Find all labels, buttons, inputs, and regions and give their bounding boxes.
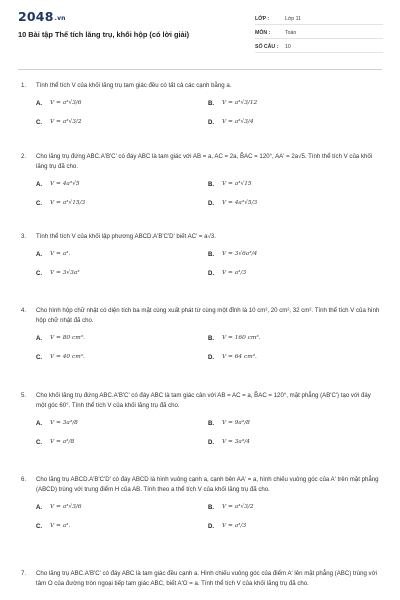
option-d[interactable]: D. V = a³√3/4 (208, 119, 254, 127)
option-b[interactable]: B. V = a³√15 (208, 180, 252, 188)
question-2: 2. Cho lăng trụ đứng ABC.A'B'C' có đáy ABC là tam giác với AB = a, AC = 2a, B̂AC = 120°, AA' = 2a√5. Tính thể tích V của khối lăng trụ đã cho. A. V = 4a³√5 B. V = a³√15 C. V = a³√15/3 D. V = 4a³√5/3 (18, 152, 382, 213)
option-d[interactable]: D. V = 64 cm³. (208, 353, 257, 361)
option-d[interactable]: D. V = a³/3 (208, 270, 247, 278)
option-b[interactable]: B. V = 3√6a³/4 (208, 251, 258, 259)
meta-row-count: SỐ CÂU : 10 (255, 42, 383, 53)
question-text: Cho hình hộp chữ nhật có diện tích ba mặt cùng xuất phát từ cùng một đỉnh là 10 cm², 20 cm², 32 cm². Tính thể tích V của hình hộp chữ nhật đã cho. (36, 307, 380, 324)
question-1: 1. Tính thể tích V của khối lăng trụ tam giác đều có tất cả các cạnh bằng a. A. V = a³√3/6 B. V = a³√3/12 C. V = a³√3/2 D. V = a³√3/4 (18, 81, 382, 133)
options (36, 95, 382, 133)
question-3: 3. Tính thể tích V của khối lập phương ABCD.A'B'C'D' biết AC' = a√3. A. V = a³. B. V = 3√6a³/4 C. V = 3√3a³ D. V = a³/3 (18, 232, 382, 284)
option-d[interactable]: D. V = 3a³/4 (208, 438, 250, 446)
option-a[interactable]: A. V = 3a³/8 (36, 419, 78, 427)
option-b[interactable]: B. V = 9a³/8 (208, 419, 250, 427)
question-text: Cho lăng trụ ABC.A'B'C' có đáy ABC là tam giác đều cạnh a. Hình chiếu vuông góc của điểm A' lên mặt phẳng (ABC) trùng với tâm O của đường tròn ngoại tiếp tam giác ABC, biết A'O = a. Tính thể tích V của khối lăng trụ đã cho. (36, 570, 377, 587)
option-b[interactable]: B. V = a³√3/12 (208, 100, 258, 108)
options (36, 498, 382, 536)
option-a[interactable]: A. V = a³√3/6 (36, 503, 82, 511)
page-title: 10 Bài tập Thể tích lăng trụ, khối hộp (có lời giải) (18, 30, 190, 39)
meta-info (255, 14, 383, 56)
question-5: 5. Cho khối lăng trụ đứng ABC.A'B'C' có đáy ABC là tam giác cân với AB = AC = a, B̂AC = 120°, mặt phẳng (AB'C') tạo với đáy một góc 60°. Tính thể tích V của khối lăng trụ đã cho. A. V = 3a³/8 B. V = 9a³/8 C. V = a³/8 D. V = 3a³/4 (18, 391, 382, 452)
option-c[interactable]: C. V = a³√15/3 (36, 199, 86, 207)
option-c[interactable]: C. V = a³/8 (36, 438, 75, 446)
option-a[interactable]: A. V = a³. (36, 251, 71, 259)
option-a[interactable]: A. V = 80 cm³. (36, 334, 85, 342)
options (36, 414, 382, 452)
option-d[interactable]: D. V = 4a³√5/3 (208, 199, 258, 207)
option-d[interactable]: D. V = a³/3 (208, 522, 247, 530)
question-text: Cho lăng trụ đứng ABC.A'B'C' có đáy ABC là tam giác với AB = a, AC = 2a, B̂AC = 120°, AA' = 2a√5. Tính thể tích V của khối lăng trụ đã cho. (36, 153, 373, 170)
meta-row-class: LỚP : Lớp 11 (255, 14, 383, 25)
question-text: Cho lăng trụ ABCD.A'B'C'D' có đáy ABCD là hình vuông cạnh a, cạnh bên AA' = a, hình chiếu vuông góc của A' trên mặt phẳng (ABCD) trùng với trung điểm H của AB. Tính theo a thể tích V của khối lăng trụ đã cho. (36, 476, 379, 493)
option-c[interactable]: C. V = 3√3a³ (36, 270, 80, 278)
options (36, 246, 382, 284)
options (36, 329, 382, 367)
question-text: Tính thể tích V của khối lập phương ABCD.A'B'C'D' biết AC' = a√3. (36, 233, 216, 240)
option-c[interactable]: C. V = a³. (36, 522, 71, 530)
site-logo[interactable]: 2048.vn (18, 9, 66, 24)
question-7: 7. Cho lăng trụ ABC.A'B'C' có đáy ABC là tam giác đều cạnh a. Hình chiếu vuông góc của điểm A' lên mặt phẳng (ABC) trùng với tâm O của đường tròn ngoại tiếp tam giác ABC, biết A'O = a. Tính thể tích V của khối lăng trụ đã cho. (18, 569, 382, 588)
question-6: 6. Cho lăng trụ ABCD.A'B'C'D' có đáy ABCD là hình vuông cạnh a, cạnh bên AA' = a, hình chiếu vuông góc của A' trên mặt phẳng (ABCD) trùng với trung điểm H của AB. Tính theo a thể tích V của khối lăng trụ đã cho. A. V = a³√3/6 B. V = a³√3/2 C. V = a³. D. V = a³/3 (18, 475, 382, 536)
option-a[interactable]: A. V = a³√3/6 (36, 100, 82, 108)
option-c[interactable]: C. V = a³√3/2 (36, 119, 82, 127)
option-a[interactable]: A. V = 4a³√5 (36, 180, 80, 188)
option-b[interactable]: B. V = a³√3/2 (208, 503, 254, 511)
meta-row-subject: MÔN : Toán (255, 28, 383, 39)
option-b[interactable]: B. V = 160 cm³. (208, 334, 261, 342)
options (36, 175, 382, 213)
question-4: 4. Cho hình hộp chữ nhật có diện tích ba mặt cùng xuất phát từ cùng một đỉnh là 10 cm², 20 cm², 32 cm². Tính thể tích V của hình hộp chữ nhật đã cho. A. V = 80 cm³. B. V = 160 cm³. C. V = 40 cm³. D. V = 64 cm³. (18, 306, 382, 367)
document-header (0, 0, 400, 58)
question-text: Tính thể tích V của khối lăng trụ tam giác đều có tất cả các cạnh bằng a. (36, 82, 232, 89)
option-c[interactable]: C. V = 40 cm³. (36, 353, 85, 361)
header-divider (18, 69, 382, 70)
question-text: Cho khối lăng trụ đứng ABC.A'B'C' có đáy ABC là tam giác cân với AB = AC = a, B̂AC = 120°, mặt phẳng (AB'C') tạo với đáy một góc 60°. Tính thể tích V của khối lăng trụ đã cho. (36, 392, 371, 409)
